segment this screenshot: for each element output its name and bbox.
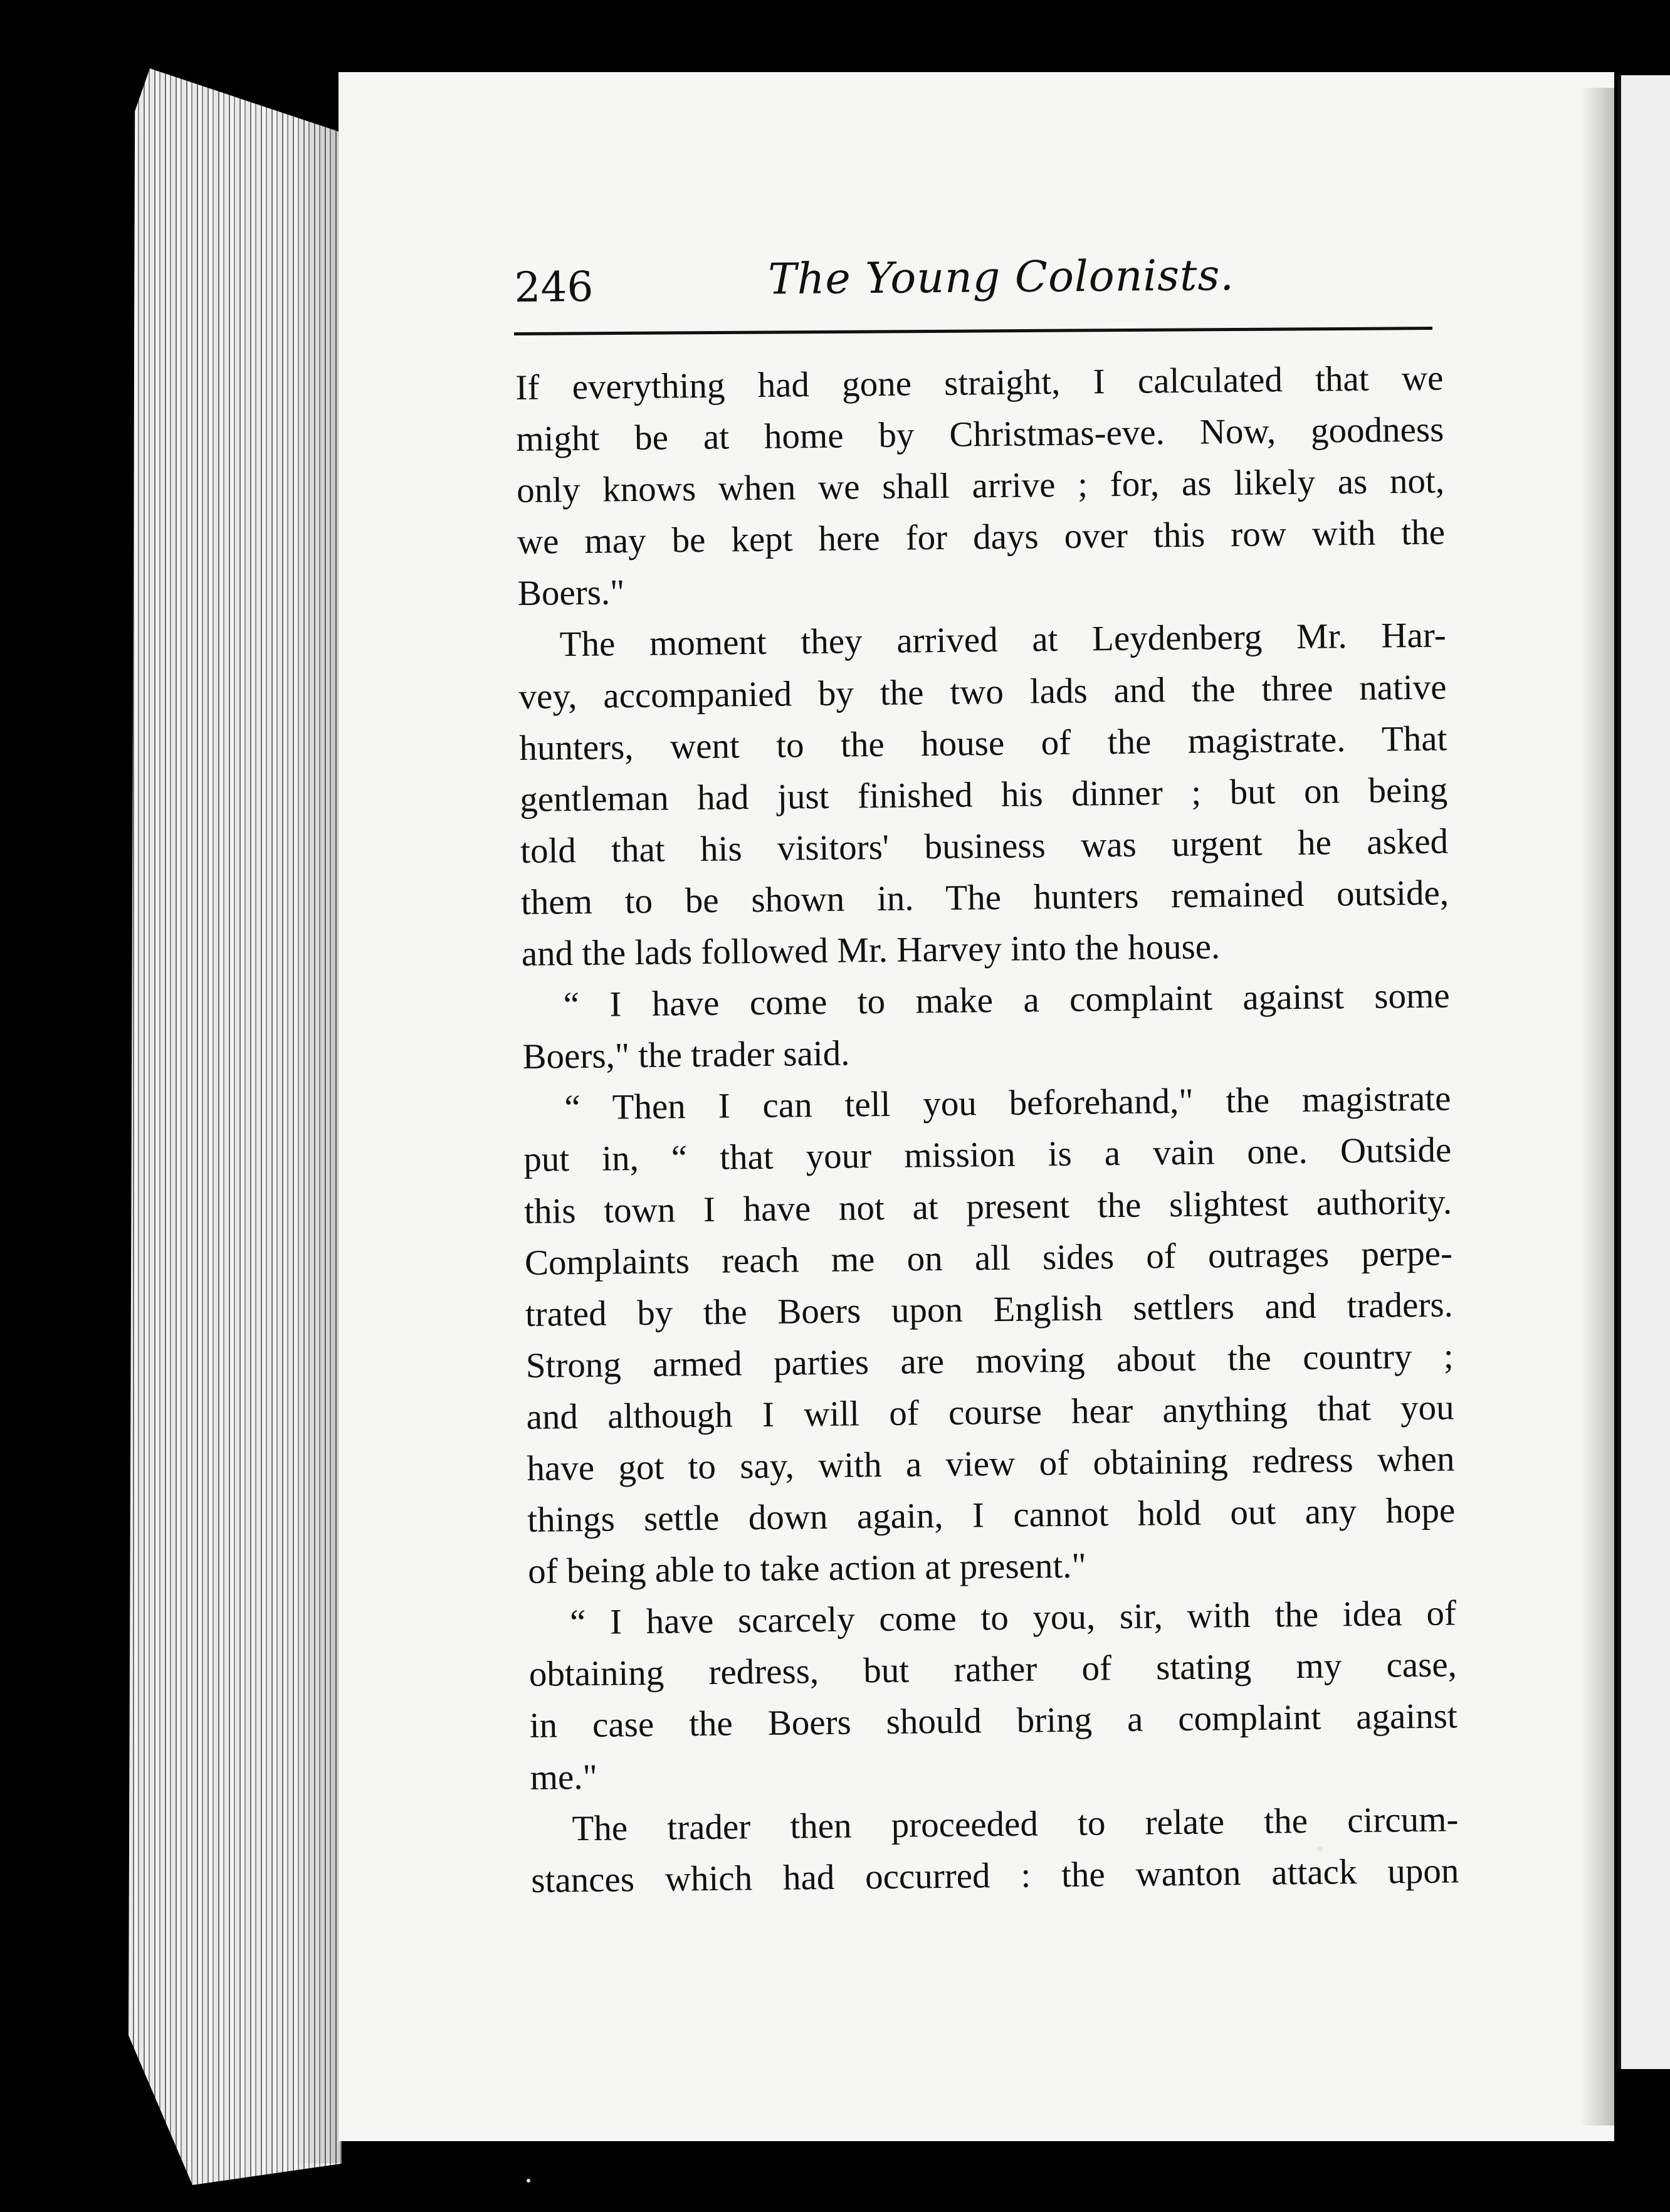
spine-shadow bbox=[1580, 88, 1617, 2125]
running-title: The Young Colonists. bbox=[767, 250, 1235, 305]
text-line: things settle down again, I cannot hold out any hope bbox=[527, 1490, 1456, 1540]
paper-speck bbox=[527, 2179, 530, 2183]
text-line: and although I will of course hear anything that you bbox=[526, 1388, 1454, 1437]
text-line: have got to say, with a view of obtaining redress when bbox=[527, 1439, 1455, 1488]
text-line: me." bbox=[530, 1757, 598, 1798]
text-line: gentleman had just finished his dinner ; but on being bbox=[519, 770, 1448, 819]
text-line: stances which had occurred : the wanton attack upon bbox=[531, 1851, 1459, 1900]
text-line: them to be shown in. The hunters remained outside, bbox=[520, 873, 1449, 922]
text-line: The trader then proceeded to relate the circum- bbox=[572, 1799, 1459, 1848]
text-line: hunters, went to the house of the magistrate. That bbox=[519, 719, 1447, 768]
text-line: Complaints reach me on all sides of outrages perpe- bbox=[524, 1233, 1453, 1283]
text-line: put in, “ that your mission is a vain one. Outside bbox=[523, 1130, 1452, 1180]
text-line: we may be kept here for days over this row with the bbox=[517, 512, 1446, 562]
text-line: trated by the Boers upon English settlers and traders. bbox=[525, 1285, 1454, 1334]
text-line: obtaining redress, but rather of stating my case, bbox=[528, 1645, 1457, 1695]
text-line: Boers." bbox=[517, 572, 625, 614]
text-line: If everything had gone straight, I calculated that we bbox=[515, 358, 1444, 408]
text-line: of being able to take action at present." bbox=[527, 1546, 1087, 1592]
running-head bbox=[514, 249, 1436, 326]
text-line: “ I have come to make a complaint against some bbox=[563, 976, 1450, 1025]
text-line: Boers," the trader said. bbox=[522, 1033, 850, 1077]
text-line: this town I have not at present the slightest authority. bbox=[523, 1181, 1452, 1231]
page-number: 246 bbox=[514, 262, 594, 312]
facing-page-edge bbox=[1617, 75, 1670, 2069]
text-line: “ Then I can tell you beforehand," the magistrate bbox=[564, 1078, 1451, 1128]
text-line: and the lads followed Mr. Harvey into the house. bbox=[521, 927, 1221, 974]
text-line: Strong armed parties are moving about the country ; bbox=[525, 1336, 1454, 1386]
text-line: The moment they arrived at Leydenberg Mr. Har- bbox=[559, 615, 1446, 665]
text-line: “ I have scarcely come to you, sir, with the idea of bbox=[569, 1593, 1457, 1643]
text-line: vey, accompanied by the two lads and the three native bbox=[518, 667, 1447, 717]
text-line: only knows when we shall arrive ; for, as likely as not, bbox=[516, 461, 1445, 511]
body-text bbox=[515, 353, 1459, 1907]
text-line: told that his visitors' business was urgent he asked bbox=[520, 821, 1449, 871]
text-line: in case the Boers should bring a complaint against bbox=[529, 1696, 1458, 1746]
text-line: might be at home by Christmas-eve. Now, goodness bbox=[515, 409, 1444, 460]
